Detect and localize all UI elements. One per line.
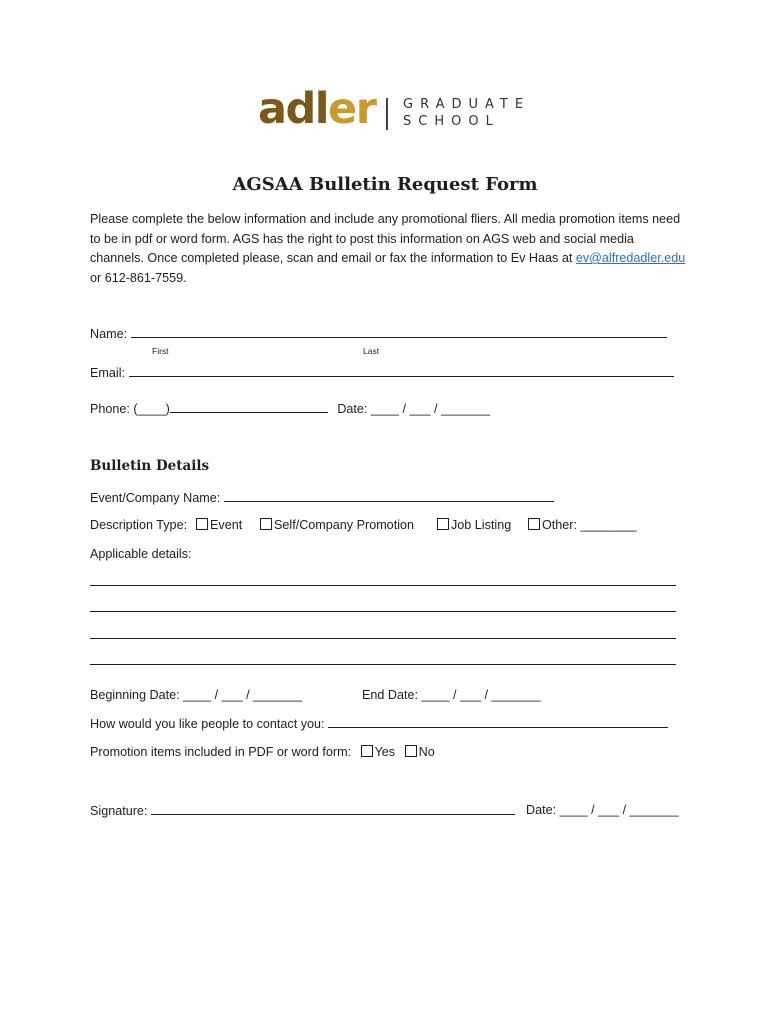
intro-paragraph [90,210,690,288]
self-promotion-checkbox[interactable] [260,518,272,530]
other-checkbox[interactable] [528,518,540,530]
details-line[interactable] [90,585,676,586]
option-other-label: Other: ________ [542,518,637,532]
form-title: AGSAA Bulletin Request Form [232,174,538,195]
option-other[interactable] [528,518,637,532]
signature-field[interactable] [151,803,515,815]
last-name-caption: Last [363,346,380,356]
details-line[interactable] [90,611,676,612]
name-field[interactable] [131,326,667,338]
email-row [90,365,674,380]
phone-field[interactable] [170,401,328,413]
option-self-promotion[interactable] [260,518,414,532]
signature-row [90,803,515,818]
contact-method-label: How would you like people to contact you: [90,717,325,731]
option-event-label: Event [210,518,243,532]
description-row [90,518,187,532]
bulletin-heading: Bulletin Details [90,458,210,474]
signature-label: Signature: [90,804,148,818]
applicable-label: Applicable details: [90,547,192,561]
event-checkbox[interactable] [196,518,208,530]
event-row [90,490,554,505]
pdf-label: Promotion items included in PDF or word form: [90,745,352,759]
details-line[interactable] [90,638,676,639]
option-job-listing-label: Job Listing [451,518,512,532]
logo-school-text [403,96,530,130]
no-checkbox[interactable] [405,745,417,757]
email-link[interactable]: ev@alfredadler.edu [575,251,686,265]
logo-divider [386,98,388,130]
event-field[interactable] [224,490,554,502]
yes-label: Yes [374,745,396,759]
details-line[interactable] [90,664,676,665]
email-label: Email: [90,366,125,380]
description-label: Description Type: [90,518,188,532]
yes-checkbox[interactable] [361,745,373,757]
phone-row [90,401,490,416]
logo-wordmark [258,84,376,134]
pdf-row [90,745,435,759]
beginning-date[interactable]: Beginning Date: ____ / ___ / _______ [90,688,303,702]
contact-method-field[interactable] [328,716,668,728]
logo-school-line2: SCHOOL [403,114,500,129]
event-label: Event/Company Name: [90,491,221,505]
intro-text: Please complete the below information and include any promotional fliers. All media promotion items need to be in pdf or word form. AGS has the right to post this information on AGS web and social media channels. Once completed please, scan and email or fax the information to Ev Haas at [90,212,681,265]
email-field[interactable] [129,365,674,377]
phone-label: Phone: (____) [90,402,170,416]
contact-method-row [90,716,668,731]
option-yes[interactable] [361,745,396,759]
option-self-promotion-label: Self/Company Promotion [274,518,414,532]
name-label: Name: [90,327,128,341]
logo-word-main: adl [258,84,329,134]
no-label: No [418,745,435,759]
signature-date[interactable]: Date: ____ / ___ / _______ [526,803,679,817]
intro-after: or 612-861-7559. [90,270,187,285]
logo-school-line1: GRADUATE [403,97,531,112]
name-row [90,326,667,341]
logo-word-accent: er [328,84,376,134]
option-no[interactable] [405,745,435,759]
contact-date-label: Date: ____ / ___ / _______ [337,402,490,416]
option-event[interactable] [196,518,242,532]
first-name-caption: First [152,346,169,356]
option-job-listing[interactable] [437,518,511,532]
job-listing-checkbox[interactable] [437,518,449,530]
end-date[interactable]: End Date: ____ / ___ / _______ [362,688,541,702]
